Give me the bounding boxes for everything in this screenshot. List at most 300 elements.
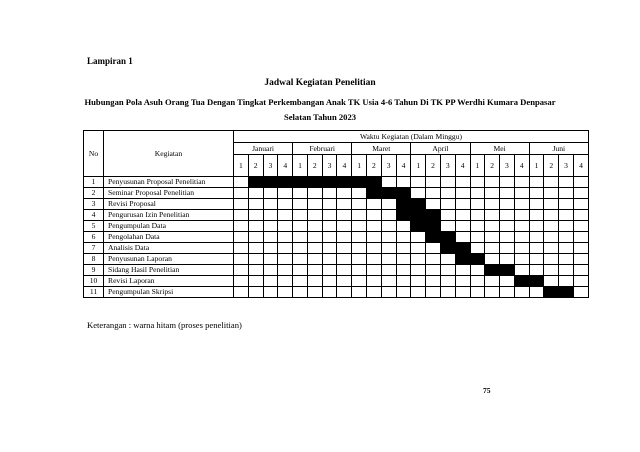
week-cell	[500, 232, 515, 243]
week-cell	[544, 188, 559, 199]
week-cell	[485, 221, 500, 232]
week-cell	[248, 276, 263, 287]
week-cell	[500, 188, 515, 199]
month-header-mei: Mei	[470, 143, 529, 155]
week-cell	[500, 276, 515, 287]
week-cell	[337, 177, 352, 188]
week-cell	[307, 254, 322, 265]
week-number-header: 4	[337, 155, 352, 177]
week-cell	[337, 188, 352, 199]
week-cell	[307, 199, 322, 210]
week-cell	[248, 221, 263, 232]
week-cell	[293, 177, 308, 188]
week-cell	[470, 254, 485, 265]
weeks-group-header: Waktu Kegiatan (Dalam Minggu)	[234, 131, 589, 143]
week-cell	[500, 199, 515, 210]
week-cell	[455, 287, 470, 298]
week-cell	[470, 276, 485, 287]
activity-name-cell: Sidang Hasil Penelitian	[104, 265, 234, 276]
week-cell	[234, 276, 249, 287]
week-cell	[573, 232, 588, 243]
week-cell	[278, 254, 293, 265]
week-cell	[322, 232, 337, 243]
row-number-cell: 2	[84, 188, 104, 199]
appendix-label: Lampiran 1	[87, 56, 133, 66]
week-cell	[544, 199, 559, 210]
week-number-header: 2	[248, 155, 263, 177]
week-cell	[426, 232, 441, 243]
week-cell	[381, 199, 396, 210]
week-cell	[367, 254, 382, 265]
week-cell	[293, 199, 308, 210]
month-header-maret: Maret	[352, 143, 411, 155]
row-number-cell: 4	[84, 210, 104, 221]
week-cell	[248, 254, 263, 265]
week-cell	[278, 243, 293, 254]
week-cell	[248, 243, 263, 254]
week-cell	[514, 276, 529, 287]
week-cell	[293, 210, 308, 221]
week-cell	[322, 221, 337, 232]
week-cell	[248, 210, 263, 221]
week-cell	[278, 265, 293, 276]
week-cell	[544, 243, 559, 254]
week-cell	[278, 287, 293, 298]
week-cell	[293, 254, 308, 265]
week-cell	[352, 287, 367, 298]
week-cell	[307, 188, 322, 199]
row-number-cell: 6	[84, 232, 104, 243]
week-cell	[455, 221, 470, 232]
week-cell	[514, 210, 529, 221]
week-cell	[396, 221, 411, 232]
week-cell	[544, 254, 559, 265]
row-number-cell: 5	[84, 221, 104, 232]
activity-name-cell: Revisi Laporan	[104, 276, 234, 287]
week-cell	[337, 254, 352, 265]
week-cell	[559, 188, 574, 199]
week-cell	[307, 265, 322, 276]
week-cell	[263, 265, 278, 276]
week-number-header: 3	[263, 155, 278, 177]
week-cell	[293, 221, 308, 232]
week-cell	[293, 243, 308, 254]
activity-name-cell: Pengolahan Data	[104, 232, 234, 243]
week-cell	[455, 276, 470, 287]
activity-name-cell: Pengurusan Izin Penelitian	[104, 210, 234, 221]
week-cell	[322, 276, 337, 287]
week-cell	[263, 287, 278, 298]
week-cell	[426, 221, 441, 232]
week-cell	[514, 243, 529, 254]
week-cell	[485, 243, 500, 254]
week-cell	[263, 254, 278, 265]
activity-name-cell: Penyusunan Laporan	[104, 254, 234, 265]
week-cell	[544, 265, 559, 276]
week-cell	[455, 243, 470, 254]
week-cell	[293, 287, 308, 298]
week-cell	[573, 177, 588, 188]
week-cell	[396, 177, 411, 188]
week-cell	[455, 254, 470, 265]
week-cell	[411, 276, 426, 287]
week-cell	[411, 243, 426, 254]
week-cell	[322, 243, 337, 254]
week-number-header: 2	[544, 155, 559, 177]
week-cell	[426, 210, 441, 221]
week-cell	[544, 221, 559, 232]
week-cell	[234, 221, 249, 232]
week-cell	[440, 232, 455, 243]
week-cell	[573, 199, 588, 210]
week-number-header: 4	[278, 155, 293, 177]
week-cell	[573, 276, 588, 287]
week-cell	[485, 287, 500, 298]
week-number-header: 3	[440, 155, 455, 177]
week-number-header: 2	[307, 155, 322, 177]
month-header-februari: Februari	[293, 143, 352, 155]
week-cell	[381, 287, 396, 298]
week-number-header: 3	[559, 155, 574, 177]
row-number-cell: 10	[84, 276, 104, 287]
week-cell	[322, 254, 337, 265]
week-cell	[529, 221, 544, 232]
row-number-cell: 7	[84, 243, 104, 254]
week-cell	[470, 243, 485, 254]
week-cell	[352, 254, 367, 265]
week-cell	[234, 199, 249, 210]
week-cell	[263, 243, 278, 254]
activity-name-cell: Seminar Proposal Penelitian	[104, 188, 234, 199]
week-cell	[322, 199, 337, 210]
row-number-cell: 1	[84, 177, 104, 188]
row-number-cell: 11	[84, 287, 104, 298]
week-cell	[381, 177, 396, 188]
week-cell	[426, 287, 441, 298]
week-number-header: 1	[411, 155, 426, 177]
week-cell	[470, 287, 485, 298]
week-cell	[514, 199, 529, 210]
week-number-header: 1	[293, 155, 308, 177]
table-row	[84, 232, 589, 243]
week-cell	[573, 188, 588, 199]
week-cell	[307, 177, 322, 188]
week-cell	[485, 210, 500, 221]
week-number-header: 1	[352, 155, 367, 177]
week-number-header: 3	[381, 155, 396, 177]
week-cell	[426, 188, 441, 199]
week-cell	[470, 221, 485, 232]
week-cell	[278, 221, 293, 232]
week-cell	[352, 265, 367, 276]
week-cell	[278, 188, 293, 199]
activity-name-cell: Analisis Data	[104, 243, 234, 254]
week-cell	[440, 276, 455, 287]
week-cell	[411, 254, 426, 265]
week-cell	[426, 199, 441, 210]
month-header-juni: Juni	[529, 143, 588, 155]
week-cell	[485, 199, 500, 210]
week-cell	[485, 276, 500, 287]
week-cell	[529, 199, 544, 210]
week-cell	[307, 210, 322, 221]
table-row	[84, 210, 589, 221]
week-cell	[411, 177, 426, 188]
week-cell	[367, 199, 382, 210]
week-cell	[367, 287, 382, 298]
row-number-cell: 8	[84, 254, 104, 265]
week-cell	[470, 188, 485, 199]
week-cell	[440, 221, 455, 232]
week-cell	[529, 254, 544, 265]
week-cell	[426, 265, 441, 276]
week-cell	[573, 254, 588, 265]
week-cell	[544, 276, 559, 287]
week-cell	[381, 210, 396, 221]
week-cell	[529, 232, 544, 243]
table-row	[84, 221, 589, 232]
week-cell	[337, 199, 352, 210]
week-cell	[248, 265, 263, 276]
week-cell	[455, 265, 470, 276]
week-cell	[485, 232, 500, 243]
week-number-header: 2	[367, 155, 382, 177]
week-cell	[440, 210, 455, 221]
row-number-cell: 9	[84, 265, 104, 276]
week-cell	[529, 243, 544, 254]
week-cell	[337, 287, 352, 298]
week-cell	[529, 265, 544, 276]
week-cell	[381, 221, 396, 232]
week-cell	[500, 177, 515, 188]
week-cell	[352, 276, 367, 287]
week-cell	[559, 177, 574, 188]
week-cell	[307, 221, 322, 232]
week-cell	[248, 199, 263, 210]
week-cell	[514, 265, 529, 276]
week-cell	[248, 287, 263, 298]
week-cell	[367, 221, 382, 232]
week-cell	[396, 254, 411, 265]
week-cell	[352, 210, 367, 221]
table-row	[84, 243, 589, 254]
week-cell	[307, 232, 322, 243]
week-cell	[440, 265, 455, 276]
week-cell	[470, 265, 485, 276]
week-cell	[293, 188, 308, 199]
week-cell	[322, 210, 337, 221]
week-cell	[337, 210, 352, 221]
week-cell	[411, 199, 426, 210]
week-cell	[559, 254, 574, 265]
activity-column-header: Kegiatan	[104, 131, 234, 177]
week-cell	[455, 232, 470, 243]
week-cell	[352, 177, 367, 188]
week-cell	[426, 177, 441, 188]
document-title: Jadwal Kegiatan Penelitian	[264, 78, 376, 88]
week-cell	[411, 265, 426, 276]
week-cell	[352, 199, 367, 210]
week-cell	[293, 232, 308, 243]
week-number-header: 4	[396, 155, 411, 177]
week-number-header: 4	[573, 155, 588, 177]
week-cell	[396, 287, 411, 298]
week-cell	[529, 210, 544, 221]
week-cell	[367, 177, 382, 188]
week-cell	[500, 221, 515, 232]
week-cell	[559, 265, 574, 276]
week-cell	[234, 232, 249, 243]
week-number-header: 4	[514, 155, 529, 177]
week-cell	[485, 177, 500, 188]
document-subtitle-line1: Hubungan Pola Asuh Orang Tua Dengan Tingkat Perkembangan Anak TK Usia 4-6 Tahun Di TK PP Werdhi Kumara Denpasar	[84, 97, 556, 107]
week-cell	[470, 210, 485, 221]
week-cell	[440, 188, 455, 199]
week-cell	[322, 188, 337, 199]
week-cell	[396, 232, 411, 243]
week-cell	[322, 265, 337, 276]
week-cell	[367, 188, 382, 199]
week-number-header: 3	[500, 155, 515, 177]
week-cell	[263, 276, 278, 287]
week-cell	[485, 188, 500, 199]
week-cell	[573, 221, 588, 232]
week-cell	[307, 243, 322, 254]
activity-name-cell: Penyusunan Proposal Penelitian	[104, 177, 234, 188]
week-cell	[426, 243, 441, 254]
week-cell	[440, 287, 455, 298]
week-cell	[396, 199, 411, 210]
week-cell	[411, 287, 426, 298]
week-cell	[500, 243, 515, 254]
week-cell	[529, 188, 544, 199]
week-cell	[278, 177, 293, 188]
week-cell	[559, 199, 574, 210]
week-cell	[440, 243, 455, 254]
week-cell	[470, 177, 485, 188]
week-cell	[455, 177, 470, 188]
week-cell	[440, 254, 455, 265]
week-cell	[544, 210, 559, 221]
week-cell	[529, 287, 544, 298]
table-row	[84, 276, 589, 287]
week-cell	[381, 232, 396, 243]
row-number-cell: 3	[84, 199, 104, 210]
table-row	[84, 188, 589, 199]
week-cell	[440, 199, 455, 210]
week-cell	[293, 265, 308, 276]
week-number-header: 1	[234, 155, 249, 177]
week-number-header: 1	[470, 155, 485, 177]
week-cell	[352, 221, 367, 232]
week-cell	[381, 243, 396, 254]
week-cell	[278, 232, 293, 243]
week-cell	[337, 243, 352, 254]
week-cell	[514, 287, 529, 298]
week-cell	[381, 254, 396, 265]
research-schedule-table	[83, 130, 589, 298]
week-cell	[396, 276, 411, 287]
week-cell	[573, 243, 588, 254]
week-cell	[367, 210, 382, 221]
week-cell	[337, 265, 352, 276]
month-header-april: April	[411, 143, 470, 155]
table-row	[84, 254, 589, 265]
header-row-top	[84, 131, 589, 143]
week-cell	[559, 232, 574, 243]
week-cell	[455, 188, 470, 199]
week-cell	[500, 254, 515, 265]
week-cell	[529, 276, 544, 287]
week-cell	[470, 232, 485, 243]
week-cell	[396, 265, 411, 276]
no-column-header: No	[84, 131, 104, 177]
table-body	[84, 177, 589, 298]
week-cell	[396, 188, 411, 199]
week-cell	[352, 232, 367, 243]
week-cell	[485, 265, 500, 276]
week-cell	[381, 188, 396, 199]
week-cell	[322, 287, 337, 298]
week-cell	[573, 210, 588, 221]
week-cell	[263, 232, 278, 243]
week-cell	[307, 276, 322, 287]
week-cell	[367, 265, 382, 276]
week-cell	[559, 243, 574, 254]
week-cell	[544, 232, 559, 243]
week-cell	[381, 265, 396, 276]
week-cell	[396, 210, 411, 221]
week-cell	[426, 254, 441, 265]
week-cell	[396, 243, 411, 254]
week-cell	[514, 221, 529, 232]
week-cell	[263, 177, 278, 188]
week-cell	[278, 199, 293, 210]
week-cell	[263, 210, 278, 221]
week-cell	[322, 177, 337, 188]
week-cell	[352, 243, 367, 254]
week-cell	[544, 287, 559, 298]
week-cell	[544, 177, 559, 188]
week-cell	[337, 232, 352, 243]
week-cell	[440, 177, 455, 188]
week-cell	[263, 188, 278, 199]
week-cell	[234, 254, 249, 265]
week-cell	[559, 287, 574, 298]
week-number-header: 2	[485, 155, 500, 177]
table-row	[84, 177, 589, 188]
week-cell	[470, 199, 485, 210]
week-cell	[234, 188, 249, 199]
week-number-header: 2	[426, 155, 441, 177]
week-cell	[500, 287, 515, 298]
table-row	[84, 265, 589, 276]
week-cell	[455, 210, 470, 221]
week-cell	[337, 221, 352, 232]
table-header	[84, 131, 589, 177]
page-number: 75	[483, 386, 491, 395]
week-cell	[278, 276, 293, 287]
week-cell	[234, 287, 249, 298]
week-cell	[455, 199, 470, 210]
week-cell	[248, 177, 263, 188]
activity-name-cell: Pengumpulan Data	[104, 221, 234, 232]
week-cell	[514, 177, 529, 188]
week-cell	[500, 265, 515, 276]
week-number-header: 3	[322, 155, 337, 177]
week-cell	[367, 243, 382, 254]
week-cell	[559, 210, 574, 221]
